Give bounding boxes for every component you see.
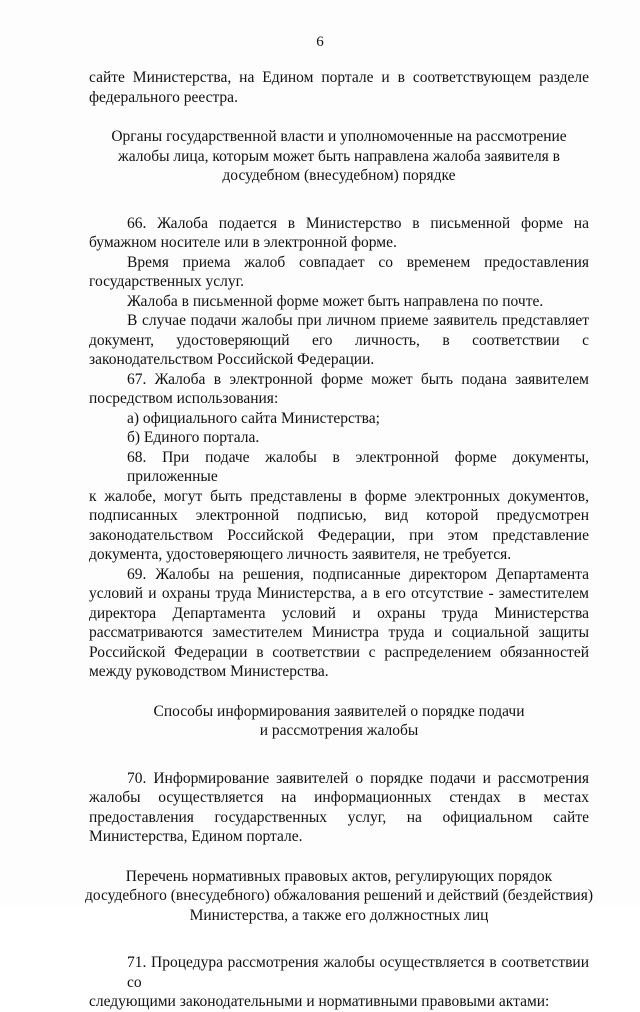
- section-heading-authorities: [89, 127, 589, 186]
- heading-line: Органы государственной власти и уполномоченные на рассмотрение: [111, 128, 567, 145]
- text-line: Российской Федерации в соответствии с распределением обязанностей: [89, 643, 589, 661]
- section-heading-legal-acts: [84, 867, 593, 926]
- heading-line: досудебном (внесудебном) порядке: [222, 167, 456, 184]
- text-line: 67. Жалоба в электронной форме может быть подана заявителем: [127, 370, 589, 388]
- text-line: 71. Процедура рассмотрения жалобы осуществляется в соответствии со: [127, 954, 589, 991]
- document-body: [84, 68, 593, 1012]
- paragraph-69: [89, 565, 589, 682]
- paragraph-71: [89, 953, 589, 1012]
- text-line: б) Единого портала.: [127, 429, 260, 446]
- text-line: документа, удостоверяющего личность заявителя, не требуется.: [89, 546, 512, 563]
- paragraph-67: [89, 370, 589, 409]
- heading-line: Способы информирования заявителей о порядке подачи: [153, 702, 525, 720]
- text-line: подписанных электронной подписью, вид которой предусмотрен: [89, 507, 589, 524]
- text-line: предоставления государственных услуг, на официальном сайте: [89, 808, 589, 826]
- text-line: к жалобе, могут быть представлены в форме электронных документов,: [89, 487, 589, 505]
- text-line: следующими законодательными и нормативными правовыми актами:: [89, 993, 550, 1010]
- text-line: государственных услуг.: [89, 273, 245, 290]
- text-line: сайте Министерства, на Едином портале и в соответствующем разделе: [89, 69, 589, 86]
- text-line: 68. При подаче жалобы в электронной форме документы, приложенные: [127, 448, 589, 485]
- heading-line: досудебного (внесудебного) обжалования решений и действий (бездействия): [84, 887, 593, 904]
- text-line: федерального реестра.: [89, 88, 238, 106]
- list-item-b: [89, 428, 589, 448]
- paragraph-66-time: [89, 253, 589, 292]
- text-line: В случае подачи жалобы при личном приеме заявитель представляет: [127, 312, 589, 329]
- text-line: 66. Жалоба подается в Министерство в письменной форме на: [127, 214, 589, 232]
- text-line: документ, удостоверяющий его личность, в соответствии с: [89, 331, 589, 349]
- paragraph-68: [89, 448, 589, 565]
- paragraph-66-personal: [89, 311, 589, 370]
- text-line: Министерства, Едином портале.: [89, 828, 303, 845]
- paragraph-66: [89, 214, 589, 253]
- intro-paragraph: [89, 68, 589, 107]
- text-line: а) официального сайта Министерства;: [127, 409, 380, 427]
- text-line: бумажном носителе или в электронной форме.: [89, 234, 397, 251]
- text-line: рассматриваются заместителем Министра труда и социальной защиты: [89, 624, 589, 641]
- text-line: жалобы осуществляется на информационных стендах в местах: [89, 789, 589, 806]
- heading-line: Перечень нормативных правовых актов, регулирующих порядок: [125, 867, 553, 885]
- text-line: между руководством Министерства.: [89, 663, 329, 680]
- text-line: условий и охраны труда Министерства, а в его отсутствие - заместителем: [89, 585, 589, 602]
- text-line: 69. Жалобы на решения, подписанные директором Департамента: [127, 565, 589, 583]
- heading-line: и рассмотрения жалобы: [259, 722, 419, 739]
- text-line: законодательством Российской Федерации.: [89, 351, 375, 368]
- paragraph-66-mail: [89, 292, 589, 312]
- heading-line: жалобы лица, которым может быть направлена жалоба заявителя в: [118, 147, 560, 165]
- section-heading-informing: [89, 702, 589, 741]
- text-line: директора Департамента условий и охраны труда Министерства: [89, 604, 589, 622]
- text-line: законодательством Российской Федерации, при этом представление: [89, 526, 589, 544]
- list-item-a: [89, 409, 589, 429]
- text-line: Жалоба в письменной форме может быть направлена по почте.: [127, 292, 544, 310]
- text-line: 70. Информирование заявителей о порядке подачи и рассмотрения: [127, 769, 589, 787]
- paragraph-70: [89, 769, 589, 847]
- text-line: посредством использования:: [89, 390, 279, 407]
- heading-line: Министерства, а также его должностных лиц: [189, 906, 489, 924]
- page-number: 6: [316, 34, 324, 50]
- text-line: Время приема жалоб совпадает со временем предоставления: [127, 253, 589, 271]
